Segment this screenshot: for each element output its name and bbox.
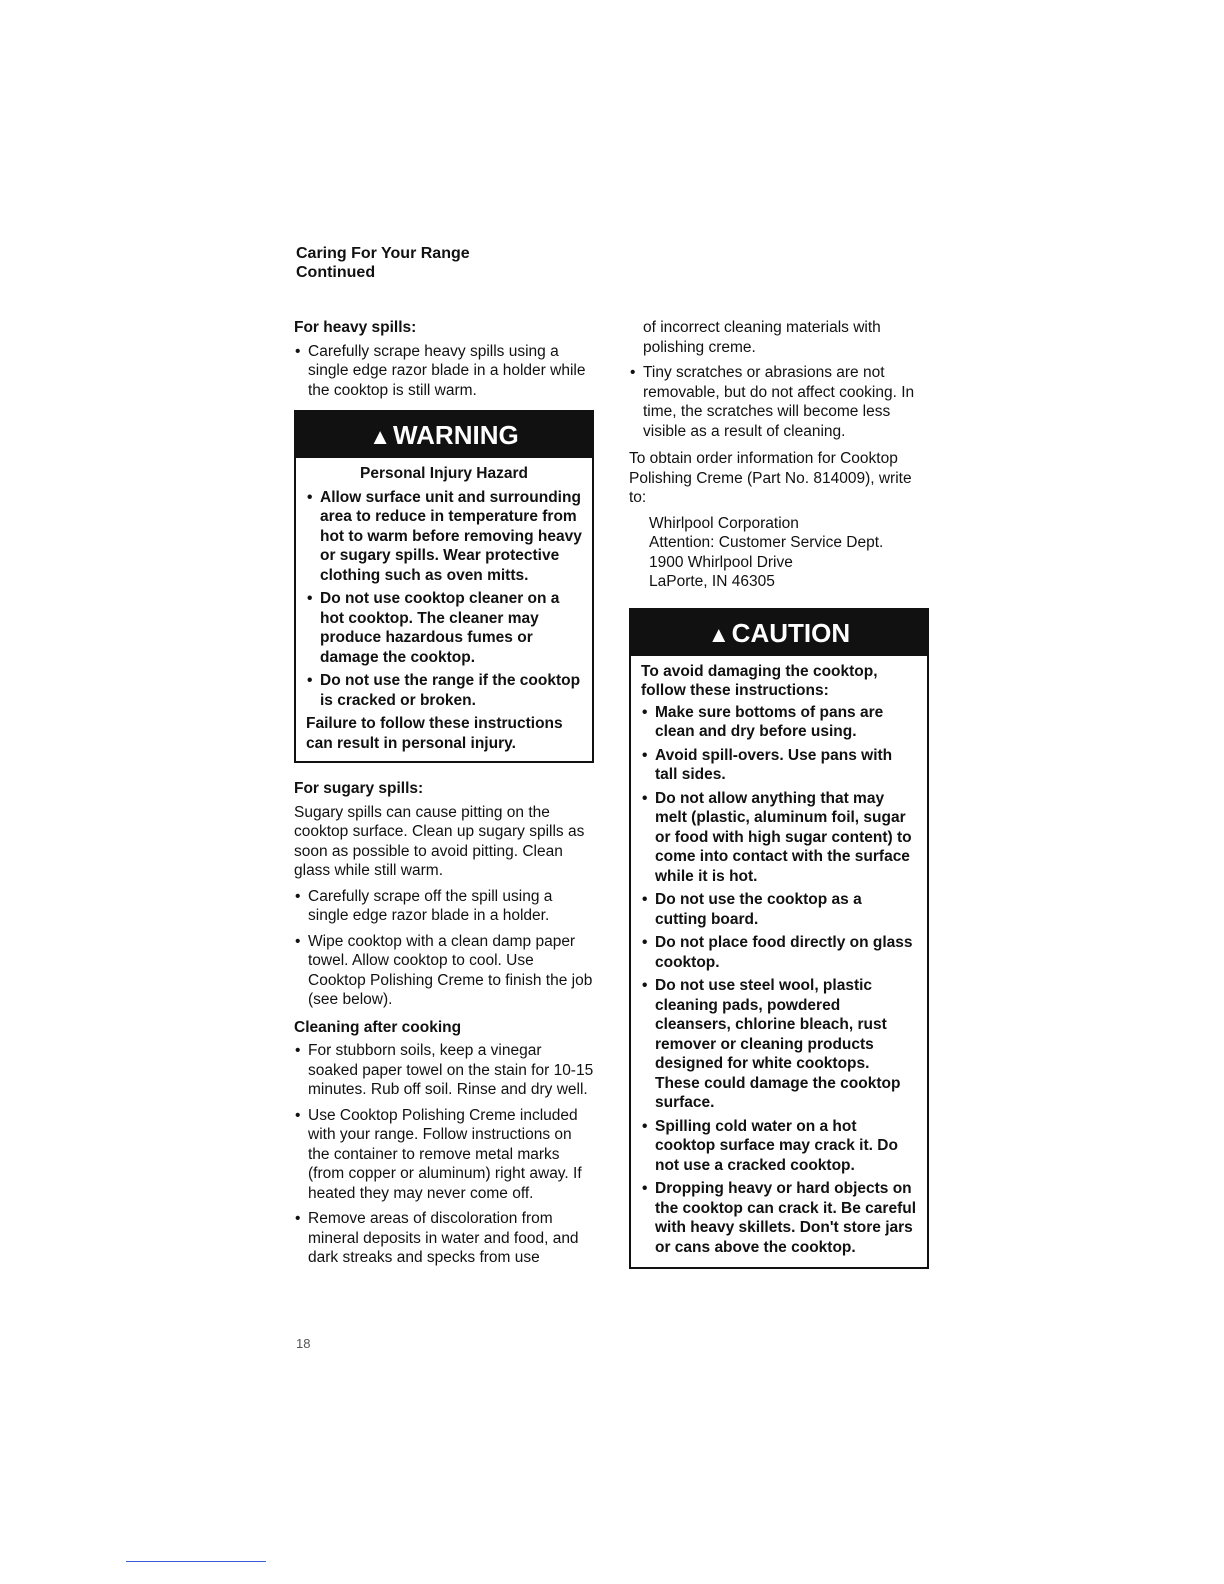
list-item: • Do not use the cooktop as a cutting board. — [641, 890, 917, 929]
list-item: • Dropping heavy or hard objects on the cooktop can crack it. Be careful with heavy skillets. Don't store jars or cans above the cooktop. — [641, 1179, 917, 1257]
list-item: • Carefully scrape off the spill using a single edge razor blade in a holder. — [294, 887, 594, 926]
page-header — [296, 244, 470, 282]
address-line: 1900 Whirlpool Drive — [649, 553, 793, 571]
caution-intro: To avoid damaging the cooktop, follow these instructions: — [641, 662, 878, 699]
caution-list — [641, 703, 917, 1258]
list-item: • Allow surface unit and surrounding area to reduce in temperature from hot to warm before removing heavy or sugary spills. Wear protective clothing such as oven mitts. — [306, 488, 582, 586]
list-item: • Do not use the range if the cooktop is cracked or broken. — [306, 671, 582, 710]
list-item: • Carefully scrape heavy spills using a single edge razor blade in a holder while the cooktop is still warm. — [294, 342, 594, 401]
list-item: • Avoid spill-overs. Use pans with tall sides. — [641, 746, 917, 785]
right-column — [629, 318, 929, 1285]
warning-footer: Failure to follow these instructions can result in personal injury. — [306, 715, 563, 752]
list-item: • Wipe cooktop with a clean damp paper towel. Allow cooktop to cool. Use Cooktop Polishing Creme to finish the job (see below). — [294, 932, 594, 1010]
address-line: Whirlpool Corporation — [649, 514, 799, 532]
list-item: • Do not place food directly on glass cooktop. — [641, 933, 917, 972]
heavy-spills-list — [294, 342, 594, 401]
list-item: • Make sure bottoms of pans are clean and dry before using. — [641, 703, 917, 742]
sugary-spills-list — [294, 887, 594, 1010]
warning-title-bar — [296, 412, 592, 458]
list-item: • Do not use steel wool, plastic cleaning pads, powdered cleansers, chlorine bleach, rust remover or cleaning products designed for white cooktops. These could damage the cooktop surface. — [641, 976, 917, 1113]
warning-subtitle: Personal Injury Hazard — [360, 465, 528, 482]
section-title: Caring For Your Range — [296, 245, 470, 262]
caution-box — [629, 608, 929, 1270]
mailing-address — [629, 514, 929, 592]
section-subtitle: Continued — [296, 264, 376, 281]
caution-triangle-icon: ▲ — [707, 621, 730, 647]
after-cooking-list — [294, 1041, 594, 1268]
warning-list — [306, 488, 582, 711]
caution-title: CAUTION — [731, 617, 851, 648]
list-item: • For stubborn soils, keep a vinegar soaked paper towel on the stain for 10-15 minutes. Rub off soil. Rinse and dry well. — [294, 1041, 594, 1100]
sugary-spills-intro: Sugary spills can cause pitting on the cooktop surface. Clean up sugary spills as soon as possible to avoid pitting. Clean glass while still warm. — [294, 803, 585, 879]
order-info: To obtain order information for Cooktop Polishing Creme (Part No. 814009), write to: — [629, 450, 912, 506]
list-item: • Do not allow anything that may melt (plastic, aluminum foil, sugar or food with high sugar content) to come into contact with the surface while it is hot. — [641, 789, 917, 887]
list-item: • Use Cooktop Polishing Creme included with your range. Follow instructions on the container to remove metal marks (from copper or aluminum) right away. If heated they may never come off. — [294, 1106, 594, 1204]
caution-body — [631, 656, 927, 1264]
list-item: • Do not use cooktop cleaner on a hot cooktop. The cleaner may produce hazardous fumes or damage the cooktop. — [306, 589, 582, 667]
left-column — [294, 318, 594, 1276]
after-cooking-heading: Cleaning after cooking — [294, 1018, 462, 1036]
address-line: LaPorte, IN 46305 — [649, 573, 775, 590]
warning-title: WARNING — [393, 420, 519, 450]
footer-divider — [126, 1561, 266, 1562]
warning-body — [296, 458, 592, 757]
address-line: Attention: Customer Service Dept. — [649, 534, 884, 551]
continued-text: of incorrect cleaning materials with polishing creme. — [643, 319, 881, 356]
list-item: • Spilling cold water on a hot cooktop surface may crack it. Do not use a cracked cooktop. — [641, 1117, 917, 1176]
heavy-spills-heading: For heavy spills: — [294, 319, 417, 336]
list-item: • Remove areas of discoloration from mineral deposits in water and food, and dark streaks and specks from use — [294, 1209, 594, 1268]
warning-box — [294, 410, 594, 763]
sugary-spills-heading: For sugary spills: — [294, 780, 424, 797]
list-item: • Tiny scratches or abrasions are not removable, but do not affect cooking. In time, the scratches will become less visible as a result of cleaning. — [629, 363, 929, 441]
page-number: 18 — [296, 1336, 311, 1351]
scratches-list — [629, 363, 929, 441]
caution-title-bar — [631, 610, 927, 656]
warning-triangle-icon: ▲ — [369, 424, 392, 449]
